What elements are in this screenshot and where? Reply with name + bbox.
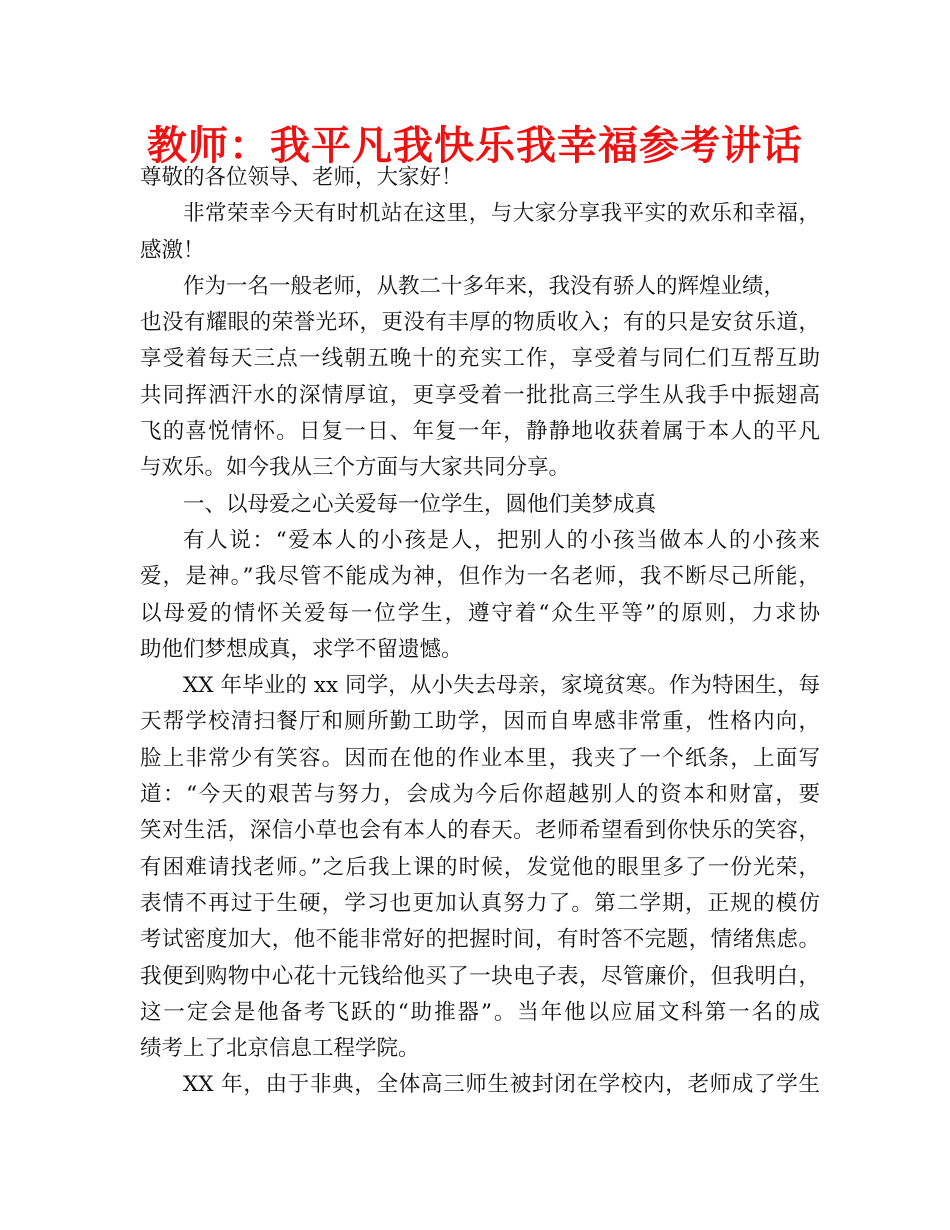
text-line: 共同挥洒汗水的深情厚谊，更享受着一批批高三学生从我手中振翅高 xyxy=(140,382,820,408)
text-line: 绩考上了北京信息工程学院。 xyxy=(140,1036,420,1062)
text-line: 考试密度加大，他不能非常好的把握时间，有时答不完题，情绪焦虑。 xyxy=(140,927,820,953)
text-line: 作为一名一般老师，从教二十多年来，我没有骄人的辉煌业绩， xyxy=(183,273,786,299)
text-line: 道：“今天的艰苦与努力，会成为今后你超越别人的资本和财富，要 xyxy=(140,782,820,808)
section-heading: 一、以母爱之心关爱每一位学生，圆他们美梦成真 xyxy=(183,491,657,517)
text-line: 脸上非常少有笑容。因而在他的作业本里，我夹了一个纸条，上面写 xyxy=(140,745,820,771)
text-line: 尊敬的各位领导、老师，大家好！ xyxy=(140,165,463,190)
document-title: 教师：我平凡我快乐我幸福参考讲话 xyxy=(147,123,803,169)
text-line: 爱，是神。”我尽管不能成为神，但作为一名老师，我不断尽己所能， xyxy=(140,564,820,590)
document-body xyxy=(140,160,820,1104)
text-line: XX 年，由于非典，全体高三师生被封闭在学校内，老师成了学生 xyxy=(183,1072,820,1098)
text-line: 这一定会是他备考飞跃的“助推器”。当年他以应届文科第一名的成 xyxy=(140,999,820,1025)
text-line: 以母爱的情怀关爱每一位学生，遵守着“众生平等”的原则，力求协 xyxy=(140,600,820,626)
text-line: 表情不再过于生硬，学习也更加认真努力了。第二学期，正规的模仿 xyxy=(140,890,820,916)
text-line: 感激！ xyxy=(140,237,205,263)
text-line: 笑对生活，深信小草也会有本人的春天。老师希望看到你快乐的笑容， xyxy=(140,818,820,844)
text-line: 飞的喜悦情怀。日复一日、年复一年，静静地收获着属于本人的平凡 xyxy=(140,419,820,445)
text-line: 天帮学校清扫餐厅和厕所勤工助学，因而自卑感非常重，性格内向， xyxy=(140,709,820,735)
text-line: 享受着每天三点一线朝五晚十的充实工作，享受着与同仁们互帮互助 xyxy=(140,346,820,372)
text-line: XX 年毕业的 xx 同学，从小失去母亲，家境贫寒。作为特困生，每 xyxy=(183,673,820,699)
text-line: 非常荣幸今天有时机站在这里，与大家分享我平实的欢乐和幸福， xyxy=(183,201,820,227)
text-line: 助他们梦想成真，求学不留遗憾。 xyxy=(140,636,463,662)
text-line: 与欢乐。如今我从三个方面与大家共同分享。 xyxy=(140,455,571,481)
text-line: 有困难请找老师。”之后我上课的时候，发觉他的眼里多了一份光荣， xyxy=(140,854,820,880)
text-line: 有人说：“爱本人的小孩是人，把别人的小孩当做本人的小孩来 xyxy=(183,527,820,553)
text-line: 我便到购物中心花十元钱给他买了一块电子表，尽管廉价，但我明白， xyxy=(140,963,820,989)
text-line: 也没有耀眼的荣誉光环，更没有丰厚的物质收入；有的只是安贫乐道， xyxy=(140,310,820,336)
